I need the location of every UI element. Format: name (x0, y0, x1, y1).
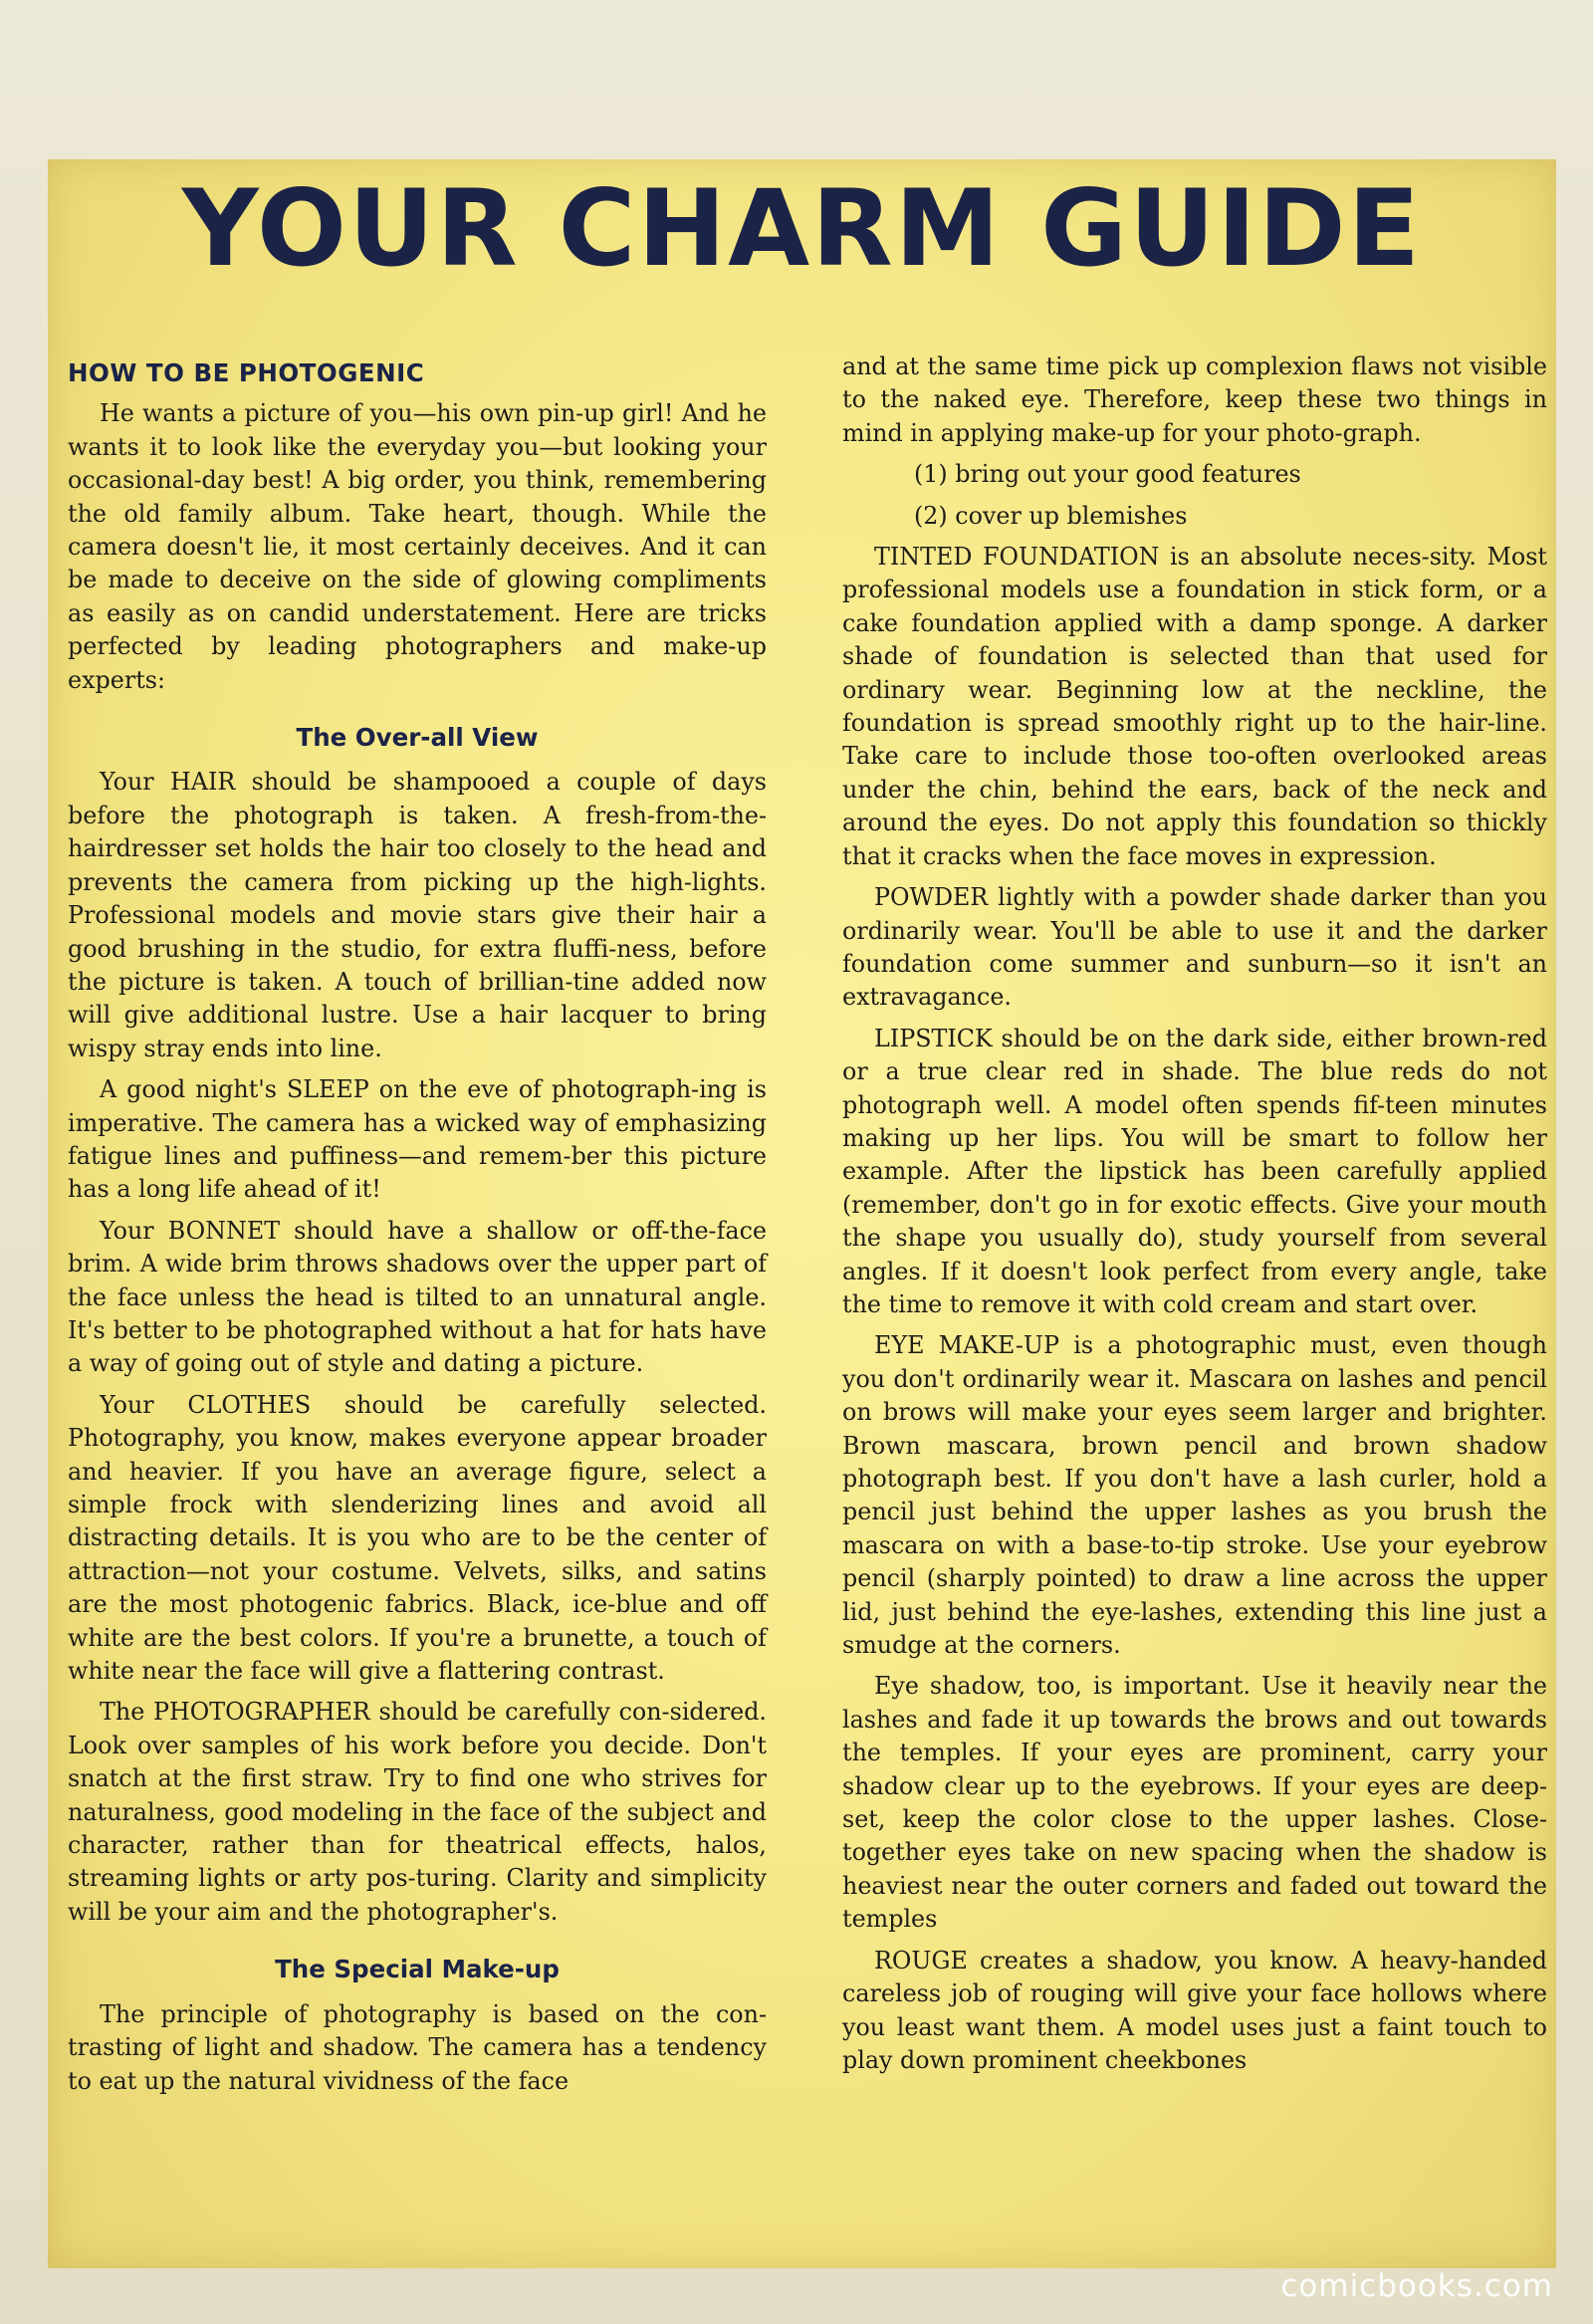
right-column (842, 350, 1547, 2242)
rouge-paragraph: ROUGE creates a shadow, you know. A heavy-handed careless job of rouging will give your face hollows where you least want them. A model uses just a faint touch to play down prominent cheekbones (842, 1946, 1547, 2074)
intro-paragraph: He wants a picture of you—his own pin-up girl! And he wants it to look like the everyday you—but looking your occasional-day best! A big order, you think, remembering the old family album. Take heart, though. While the camera doesn't lie, it most certainly deceives. And it can be made to deceive on the side of glowing compliments as easily as on candid understatement. Here are tricks perfected by leading photographers and make-up experts: (68, 399, 767, 694)
powder-paragraph: POWDER lightly with a powder shade darker than you ordinarily wear. You'll be able to use it and the darker foundation come summer and sunburn—so it isn't an extravagance. (842, 883, 1547, 1012)
subhead-special-makeup: The Special Make-up (275, 1955, 560, 1984)
sleep-paragraph: A good night's SLEEP on the eve of photograph-ing is imperative. The camera has a wicked way of emphasizing fatigue lines and puffiness—and remem-ber this picture has a long life ahead of it! (68, 1075, 767, 1204)
foundation-paragraph: TINTED FOUNDATION is an absolute neces-sity. Most professional models use a foundation in stick form, or a cake foundation applied with a damp sponge. A darker shade of foundation is selected than that used for ordinary wear. Beginning low at the neckline, the foundation is spread smoothly right up to the hair-line. Take care to include those too-often overlooked areas under the chin, behind the ears, back of the neck and around the eyes. Do not apply this foundation so thickly that it cracks when the face moves in expression. (842, 543, 1547, 870)
list-item-features: (1) bring out your good features (914, 460, 1301, 489)
clothes-paragraph: Your CLOTHES should be carefully selected. Photography, you know, makes everyone appear broader and heavier. If you have an average figure, select a simple frock with slenderizing lines and avoid all distracting details. It is you who are to be the center of attraction—not your costume. Velvets, silks, and satins are the most photogenic fabrics. Black, ice-blue and off white are the best colors. If you're a brunette, a touch of white near the face will give a flattering contrast. (68, 1390, 767, 1686)
lipstick-paragraph: LIPSTICK should be on the dark side, either brown-red or a true clear red in shade. The blue reds do not photograph well. A model often spends fif-teen minutes making up her lips. You will be smart to follow her example. After the lipstick has been carefully applied (remember, don't go in for exotic effects. Give your mouth the shape you usually do), study yourself from several angles. If it doesn't look perfect from every angle, take the time to remove it with cold cream and start over. (842, 1024, 1547, 1318)
photographer-paragraph: The PHOTOGRAPHER should be carefully con-sidered. Look over samples of his work before you decide. Don't snatch at the first straw. Try to find one who strives for naturalness, good modeling in the face of the subject and character, rather than for theatrical effects, halos, streaming lights or arty pos-turing. Clarity and simplicity will be your aim and the photographer's. (68, 1698, 767, 1926)
hair-paragraph: Your HAIR should be shampooed a couple of days before the photograph is taken. A fresh-from-the-hairdresser set holds the hair too closely to the head and prevents the camera from picking up the high-lights. Professional models and movie stars give their hair a good brushing in the studio, for extra fluffi-ness, before the picture is taken. A touch of brillian-tine added now will give additional lustre. Use a hair lacquer to bring wispy stray ends into line. (68, 768, 767, 1062)
watermark: comicbooks.com (1280, 2268, 1553, 2304)
left-column (68, 350, 767, 2242)
eye-makeup-paragraph: EYE MAKE-UP is a photographic must, even though you don't ordinarily wear it. Mascara on lashes and pencil on brows will make your eyes seem larger and brighter. Brown mascara, brown pencil and brown shadow photograph best. If you don't have a lash curler, hold a pencil just behind the upper lashes as you brush the mascara on with a base-to-tip stroke. Use your eyebrow pencil (sharply pointed) to draw a line across the upper lid, just behind the eye-lashes, extending this line just a smudge at the corners. (842, 1331, 1547, 1660)
article-title: YOUR CHARM GUIDE (181, 167, 1423, 290)
list-item-blemishes: (2) cover up blemishes (914, 501, 1188, 530)
bonnet-paragraph: Your BONNET should have a shallow or off-the-face brim. A wide brim throws shadows over the upper part of the face unless the head is tilted to an unnatural angle. It's better to be photographed without a hat for hats have a way of going out of style and dating a picture. (68, 1216, 767, 1378)
section-heading: HOW TO BE PHOTOGENIC (68, 358, 425, 387)
principle-paragraph: The principle of photography is based on the con-trasting of light and shadow. The camera has a tendency to eat up the natural vividness of the face (68, 1999, 767, 2095)
subhead-overall-view: The Over-all View (296, 723, 539, 753)
continuation-paragraph: and at the same time pick up complexion flaws not visible to the naked eye. Therefore, keep these two things in mind in applying make-up for your photo-graph. (842, 352, 1547, 447)
eye-shadow-paragraph: Eye shadow, too, is important. Use it heavily near the lashes and fade it up towards the brows and out towards the temples. If your eyes are prominent, carry your shadow clear up to the eyebrows. If your eyes are deep-set, keep the color close to the upper lashes. Close-together eyes take on new spacing when the shadow is heaviest near the outer corners and faded out toward the temples (842, 1672, 1547, 1934)
